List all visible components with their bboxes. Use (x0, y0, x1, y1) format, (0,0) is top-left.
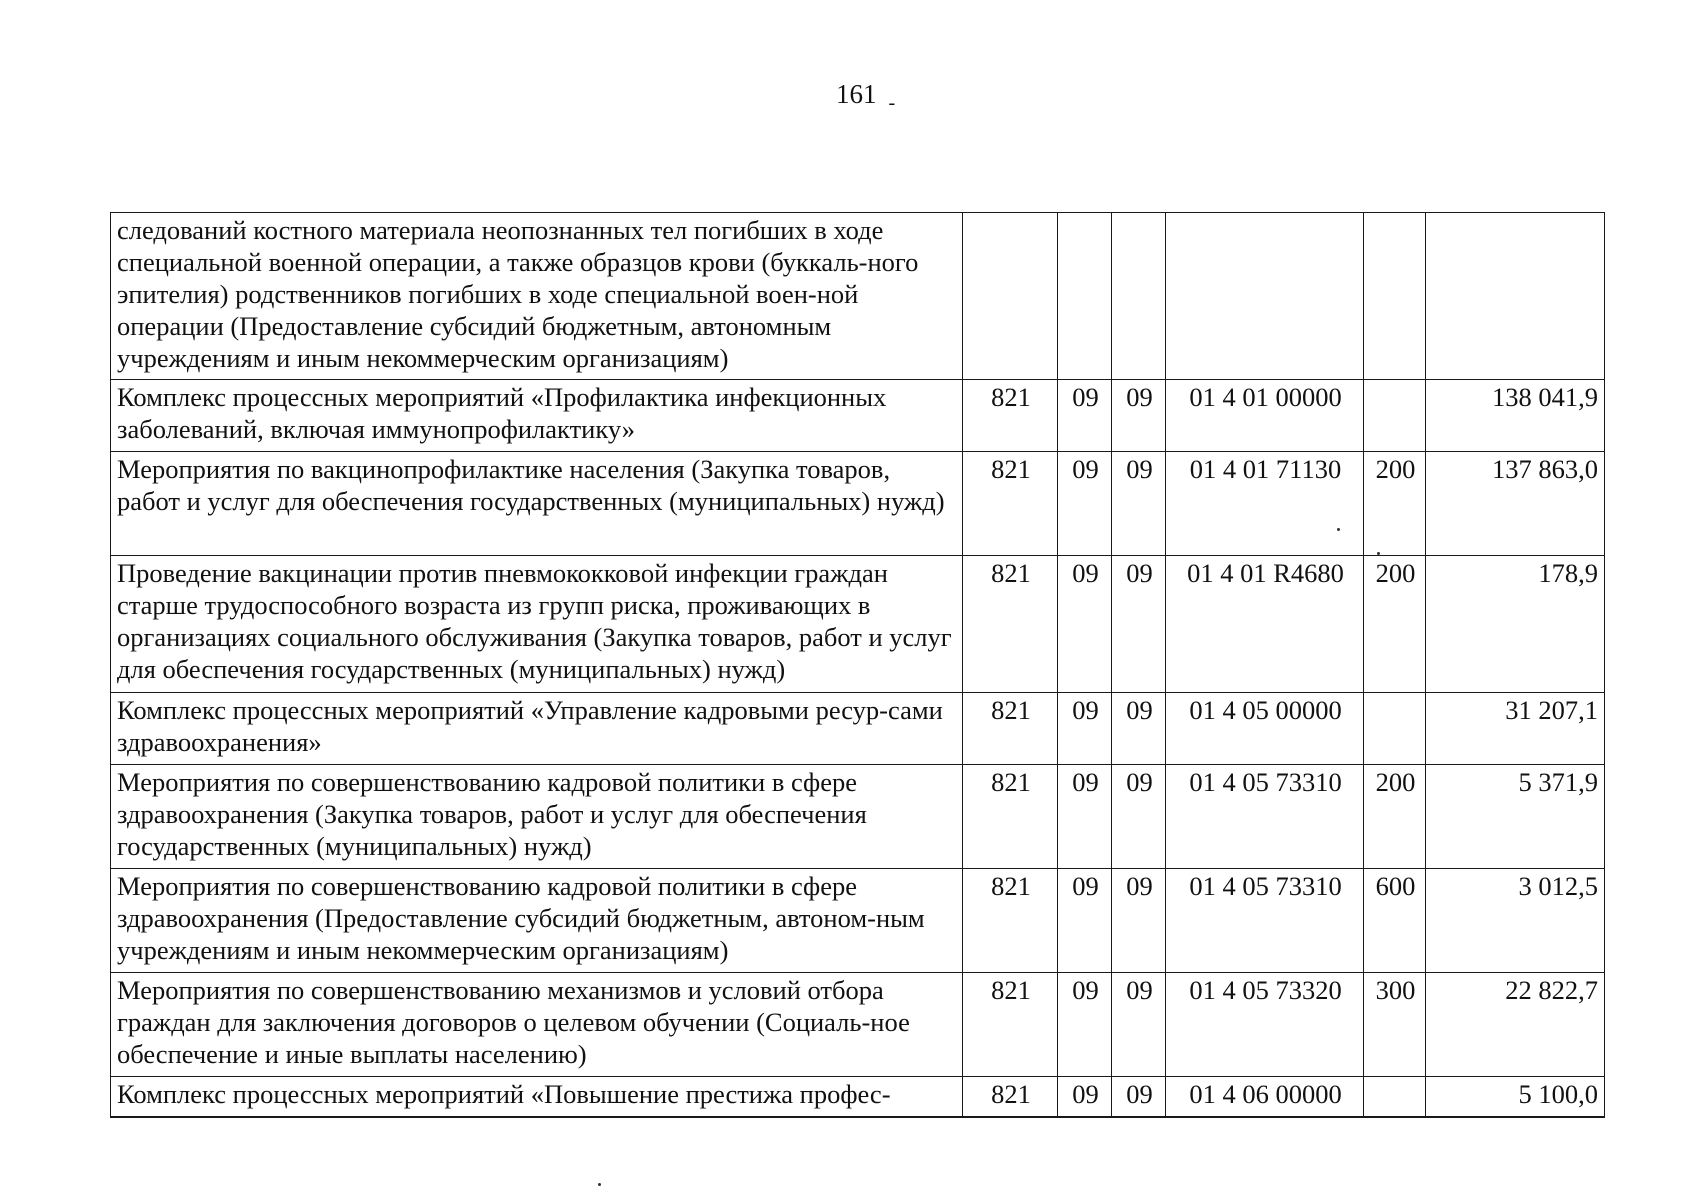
expense-type: 200 (1364, 556, 1426, 693)
scan-speck (1337, 528, 1340, 531)
subsection-code: 09 (1112, 556, 1166, 693)
ministry-code: 821 (963, 869, 1058, 973)
table-row (111, 452, 1605, 556)
target-article: 01 4 01 71130 (1166, 452, 1364, 556)
target-article: 01 4 05 73310 (1166, 869, 1364, 973)
section-code: 09 (1058, 765, 1112, 869)
scan-speck (1377, 552, 1380, 555)
subsection-code: 09 (1112, 452, 1166, 556)
amount: 138 041,9 (1426, 380, 1605, 452)
target-article (1166, 213, 1364, 380)
subsection-code: 09 (1112, 693, 1166, 765)
ministry-code: 821 (963, 452, 1058, 556)
expense-type: 300 (1364, 973, 1426, 1077)
amount (1426, 213, 1605, 380)
row-description: Мероприятия по совершенствованию кадровой политики в сфере здравоохранения (Предоставление субсидий бюджетным, автоном-ным учреждениям и иным некоммерческим организациям) (111, 869, 963, 973)
amount: 178,9 (1426, 556, 1605, 693)
table-row (111, 213, 1605, 380)
ministry-code: 821 (963, 973, 1058, 1077)
table-row (111, 380, 1605, 452)
row-description: Комплекс процессных мероприятий «Управление кадровыми ресур-сами здравоохранения» (111, 693, 963, 765)
row-description: Комплекс процессных мероприятий «Повышение престижа профес- (111, 1077, 963, 1117)
section-code: 09 (1058, 380, 1112, 452)
expense-type: 600 (1364, 869, 1426, 973)
subsection-code: 09 (1112, 765, 1166, 869)
table-row (111, 765, 1605, 869)
row-description: Комплекс процессных мероприятий «Профилактика инфекционных заболеваний, включая иммунопрофилактику» (111, 380, 963, 452)
target-article: 01 4 05 00000 (1166, 693, 1364, 765)
target-article: 01 4 01 00000 (1166, 380, 1364, 452)
expense-type (1364, 1077, 1426, 1117)
row-description: Мероприятия по совершенствованию кадровой политики в сфере здравоохранения (Закупка товаров, работ и услуг для обеспечения государственных (муниципальных) нужд) (111, 765, 963, 869)
subsection-code: 09 (1112, 869, 1166, 973)
ministry-code: 821 (963, 380, 1058, 452)
table-row (111, 973, 1605, 1077)
page-number (836, 78, 895, 119)
table-row (111, 693, 1605, 765)
row-description: Проведение вакцинации против пневмококковой инфекции граждан старше трудоспособного возраста из групп риска, проживающих в организациях социального обслуживания (Закупка товаров, работ и услуг для обеспечения государственных (муниципальных) нужд) (111, 556, 963, 693)
ministry-code: 821 (963, 765, 1058, 869)
expense-type (1364, 213, 1426, 380)
amount: 31 207,1 (1426, 693, 1605, 765)
row-description: следований костного материала неопознанных тел погибших в ходе специальной военной операции, а также образцов крови (буккаль-ного эпителия) родственников погибших в ходе специальной воен-ной операции (Предоставление субсидий бюджетным, автономным учреждениям и иным некоммерческим организациям) (111, 213, 963, 380)
section-code: 09 (1058, 693, 1112, 765)
target-article: 01 4 05 73310 (1166, 765, 1364, 869)
table-row (111, 556, 1605, 693)
budget-table (110, 212, 1605, 1118)
amount: 137 863,0 (1426, 452, 1605, 556)
ministry-code (963, 213, 1058, 380)
section-code (1058, 213, 1112, 380)
amount: 5 371,9 (1426, 765, 1605, 869)
subsection-code (1112, 213, 1166, 380)
section-code: 09 (1058, 869, 1112, 973)
target-article: 01 4 01 R4680 (1166, 556, 1364, 693)
subsection-code: 09 (1112, 1077, 1166, 1117)
amount: 3 012,5 (1426, 869, 1605, 973)
target-article: 01 4 05 73320 (1166, 973, 1364, 1077)
amount: 22 822,7 (1426, 973, 1605, 1077)
ministry-code: 821 (963, 1077, 1058, 1117)
section-code: 09 (1058, 452, 1112, 556)
table-row (111, 1077, 1605, 1117)
expense-type (1364, 380, 1426, 452)
expense-type: 200 (1364, 452, 1426, 556)
target-article: 01 4 06 00000 (1166, 1077, 1364, 1117)
ministry-code: 821 (963, 556, 1058, 693)
ministry-code: 821 (963, 693, 1058, 765)
section-code: 09 (1058, 556, 1112, 693)
table-row (111, 869, 1605, 973)
row-description: Мероприятия по вакцинопрофилактике населения (Закупка товаров, работ и услуг для обеспечения государственных (муниципальных) нужд) (111, 452, 963, 556)
section-code: 09 (1058, 973, 1112, 1077)
subsection-code: 09 (1112, 380, 1166, 452)
page-number-value: 161 (836, 79, 877, 109)
expense-type: 200 (1364, 765, 1426, 869)
expense-type (1364, 693, 1426, 765)
subsection-code: 09 (1112, 973, 1166, 1077)
page-number-mark: - (888, 92, 896, 114)
row-description: Мероприятия по совершенствованию механизмов и условий отбора граждан для заключения договоров о целевом обучении (Социаль-ное обеспечение и иные выплаты населению) (111, 973, 963, 1077)
scan-speck (598, 1183, 601, 1186)
amount: 5 100,0 (1426, 1077, 1605, 1117)
section-code: 09 (1058, 1077, 1112, 1117)
